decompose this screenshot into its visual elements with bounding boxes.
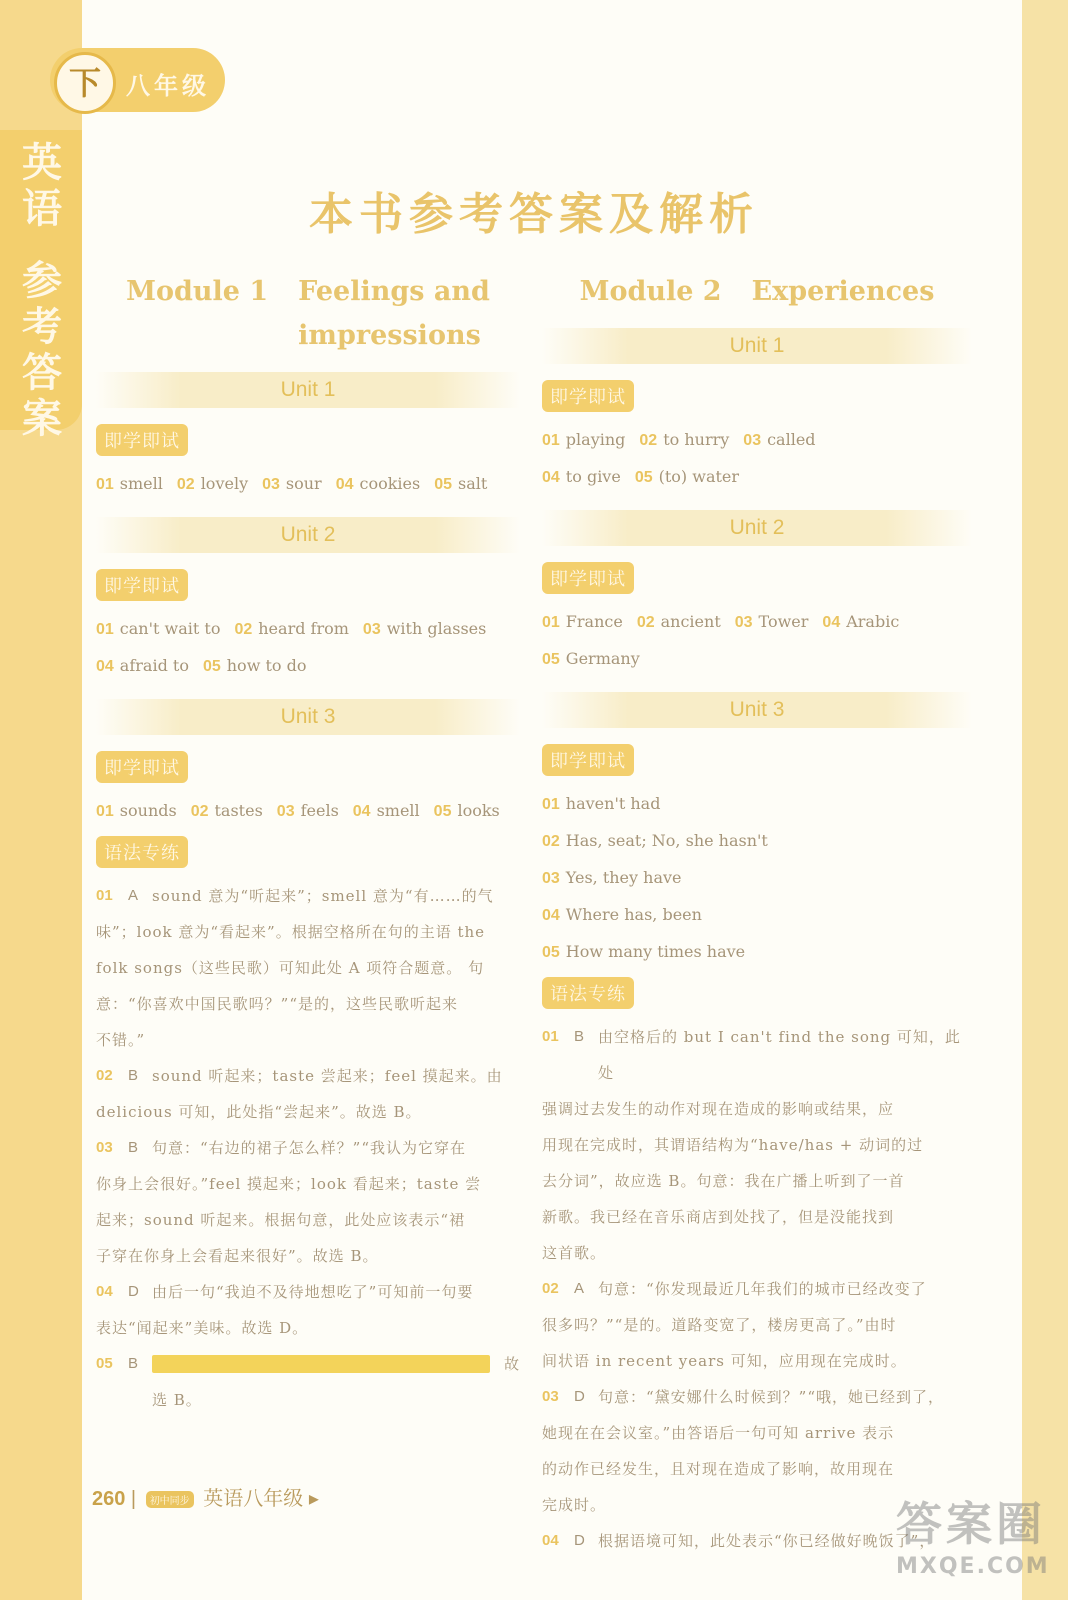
item-number: 05 <box>202 658 221 675</box>
vertical-char: 参 <box>22 258 62 304</box>
module-1-label: Module 1 <box>126 276 269 307</box>
item-number: 04 <box>542 1532 559 1549</box>
vertical-char: 语 <box>22 186 62 232</box>
grammar-answers <box>96 878 520 1418</box>
explanation-line: 不错。” <box>96 1031 146 1049</box>
grammar-item <box>542 1271 972 1379</box>
item-number: 03 <box>542 1388 559 1405</box>
explanation-line: 句意：“右边的裙子怎么样？”“我认为它穿在 <box>152 1139 467 1157</box>
explanation-line: 由后一句“我迫不及待地想吃了”可知前一句要 <box>152 1283 474 1301</box>
item-choice: D <box>128 1283 139 1300</box>
item-answer: haven't had <box>565 794 661 813</box>
grammar-item <box>96 1058 520 1130</box>
item-answer: feels <box>300 801 339 820</box>
practice-tag: 即学即试 <box>96 569 188 601</box>
module-2-title: Experiences <box>751 276 935 307</box>
unit-1-header: Unit 1 <box>96 372 520 408</box>
practice-tag: 即学即试 <box>542 380 634 412</box>
item-number: 05 <box>542 651 560 668</box>
explanation-line: 新歌。我已经在音乐商店到处找了，但是没能找到 <box>542 1208 895 1226</box>
item-number: 03 <box>542 870 560 887</box>
item-answer: Tower <box>758 612 809 631</box>
item-number: 03 <box>262 476 280 493</box>
practice-tag: 即学即试 <box>542 744 634 776</box>
explanation-line: 起来；sound 听起来。根据句意，此处应该表示“裙 <box>96 1211 466 1229</box>
item-choice: B <box>128 1139 139 1156</box>
item-number: 05 <box>434 476 453 493</box>
item-number: 04 <box>352 803 371 820</box>
answer-line <box>542 422 972 459</box>
item-answer: afraid to <box>119 656 189 675</box>
explanation-tail: 故 <box>503 1355 520 1373</box>
explanation-line: sound 意为“听起来”；smell 意为“有……的气 <box>152 887 494 905</box>
explanation-line: 意：“你喜欢中国民歌吗？”“是的，这些民歌听起来 <box>96 995 459 1013</box>
item-number: 02 <box>542 1280 559 1297</box>
item-number: 01 <box>542 432 560 449</box>
unit-3-header: Unit 3 <box>96 699 520 735</box>
footer: 260 | 初中同步 英语八年级 ▸ <box>92 1488 319 1510</box>
page-title: 本书参考答案及解析 <box>309 189 759 240</box>
item-choice: A <box>574 1280 585 1297</box>
unit-1-header: Unit 1 <box>542 328 972 364</box>
item-number: 05 <box>433 803 452 820</box>
grammar-item <box>542 1019 972 1271</box>
item-answer: smell <box>119 474 163 493</box>
answer-line <box>542 641 972 678</box>
unit-2-header: Unit 2 <box>96 517 520 553</box>
item-answer: lovely <box>200 474 249 493</box>
item-number: 01 <box>542 1028 559 1045</box>
item-answer: (to) water <box>658 467 740 486</box>
item-answer: playing <box>565 430 626 449</box>
answer-line <box>542 786 972 823</box>
footer-text: 英语八年级 <box>203 1488 304 1510</box>
explanation-line: 你身上会很好。”feel 摸起来；look 看起来；taste 尝 <box>96 1175 482 1193</box>
item-answer: smell <box>376 801 420 820</box>
item-choice: B <box>574 1028 585 1045</box>
item-number: 04 <box>335 476 354 493</box>
explanation-line: 句意：“黛安娜什么时候到？”“哦，她已经到了， <box>598 1388 945 1406</box>
item-number: 04 <box>822 614 841 631</box>
item-answer: called <box>767 430 816 449</box>
item-number: 02 <box>542 833 560 850</box>
item-answer: sour <box>285 474 322 493</box>
item-choice: A <box>128 887 139 904</box>
explanation-line: folk songs（这些民歌）可知此处 A 项符合题意。 句 <box>96 959 485 977</box>
module-2-header <box>542 270 972 314</box>
answer-line <box>542 823 972 860</box>
module-1-title <box>298 270 490 358</box>
explanation-line: 完成时。 <box>542 1496 607 1514</box>
item-number: 03 <box>734 614 753 631</box>
item-number: 02 <box>234 621 253 638</box>
grammar-item <box>96 1130 520 1274</box>
module-2-label: Module 2 <box>579 276 722 307</box>
item-number: 02 <box>636 614 655 631</box>
item-number: 04 <box>96 658 114 675</box>
grammar-tag: 语法专练 <box>542 977 634 1009</box>
explanation-line: 用现在完成时，其谓语结构为“have/has + 动词的过 <box>542 1136 924 1154</box>
item-answer: Where has, been <box>565 905 702 924</box>
explanation-line: sound 听起来；taste 尝起来；feel 摸起来。由 <box>152 1067 503 1085</box>
grade-circle: 下 <box>54 52 116 114</box>
item-number: 02 <box>639 432 658 449</box>
item-choice: D <box>574 1532 585 1549</box>
explanation-line: delicious 可知，此处指“尝起来”。故选 B。 <box>96 1103 422 1121</box>
explanation-line: 很多吗？”“是的。道路变宽了，楼房更高了。”由时 <box>542 1316 897 1334</box>
left-column <box>96 270 520 1418</box>
explanation-line: 这首歌。 <box>542 1244 607 1262</box>
vertical-char: 答 <box>22 350 62 396</box>
unit-3-answers <box>542 786 972 971</box>
watermark <box>896 1488 1050 1579</box>
item-answer: to hurry <box>663 430 730 449</box>
vertical-label <box>20 258 64 442</box>
item-answer: cookies <box>359 474 421 493</box>
explanation-line: 味”；look 意为“看起来”。根据空格所在句的主语 the <box>96 923 486 941</box>
watermark-logo: 答案圈 <box>896 1497 1046 1551</box>
item-choice: B <box>128 1067 139 1084</box>
item-number: 02 <box>190 803 209 820</box>
explanation-line: 选 B。 <box>152 1391 202 1409</box>
item-number: 01 <box>96 803 114 820</box>
page-number: 260 <box>92 1488 126 1510</box>
item-answer: how to do <box>226 656 307 675</box>
explanation-line: 由空格后的 but I can't find the song 可知，此处 <box>598 1028 961 1082</box>
item-answer: France <box>565 612 623 631</box>
item-answer: looks <box>457 801 500 820</box>
item-answer: Germany <box>565 649 640 668</box>
item-number: 01 <box>542 796 560 813</box>
answer-line <box>96 611 520 648</box>
item-number: 05 <box>542 944 560 961</box>
vertical-char: 英 <box>22 140 62 186</box>
answer-line <box>542 860 972 897</box>
practice-tag: 即学即试 <box>96 751 188 783</box>
item-number: 02 <box>176 476 195 493</box>
item-number: 05 <box>96 1355 113 1372</box>
explanation-line: 去分词”，故应选 B。句意：我在广播上听到了一首 <box>542 1172 905 1190</box>
module-1-header <box>96 270 520 358</box>
answer-line <box>542 934 972 971</box>
item-answer: to give <box>565 467 621 486</box>
item-answer: Arabic <box>846 612 900 631</box>
grammar-answers <box>542 1019 972 1559</box>
item-number: 01 <box>96 887 113 904</box>
item-explanation <box>152 1346 520 1418</box>
explanation-line: 的动作已经发生，且对现在造成了影响，故用现在 <box>542 1460 895 1478</box>
right-column <box>542 270 972 1559</box>
item-answer: ancient <box>660 612 721 631</box>
item-number: 01 <box>96 476 114 493</box>
explanation-line: 她现在在会议室。”由答语后一句可知 arrive 表示 <box>542 1424 895 1442</box>
item-answer: tastes <box>214 801 263 820</box>
item-number: 01 <box>542 614 560 631</box>
practice-tag: 即学即试 <box>96 424 188 456</box>
answer-line <box>542 459 972 496</box>
item-number: 04 <box>542 907 560 924</box>
explanation-line: 表达“闻起来”美味。故选 D。 <box>96 1319 309 1337</box>
explanation-line: 子穿在你身上会看起来很好”。故选 B。 <box>96 1247 379 1265</box>
item-number: 03 <box>362 621 381 638</box>
explanation-line: 强调过去发生的动作对现在造成的影响或结果，应 <box>542 1100 895 1118</box>
item-number: 01 <box>96 621 114 638</box>
item-number: 05 <box>634 469 653 486</box>
item-answer: How many times have <box>565 942 746 961</box>
item-number: 04 <box>96 1283 113 1300</box>
answer-line <box>542 604 972 641</box>
module-1-title-line2: impressions <box>298 320 481 351</box>
answer-line <box>96 648 520 685</box>
grade-label: 八年级 <box>126 72 210 100</box>
arrow-icon: ▸ <box>308 1488 319 1510</box>
explanation-line <box>152 1346 520 1382</box>
item-number: 03 <box>743 432 762 449</box>
item-choice: D <box>574 1388 585 1405</box>
item-number: 03 <box>96 1139 113 1156</box>
item-answer: Yes, they have <box>565 868 682 887</box>
unit-2-header: Unit 2 <box>542 510 972 546</box>
item-answer: salt <box>458 474 488 493</box>
item-answer: Has, seat; No, she hasn't <box>565 831 768 850</box>
highlighter-mark <box>152 1355 490 1373</box>
answer-line <box>96 466 520 503</box>
item-answer: sounds <box>119 801 177 820</box>
module-1-title-line1: Feelings and <box>298 276 490 307</box>
answer-line <box>542 897 972 934</box>
explanation-line: 句意：“你发现最近几年我们的城市已经改变了 <box>598 1280 927 1298</box>
answer-line <box>96 793 520 830</box>
item-answer: heard from <box>258 619 349 638</box>
item-number: 02 <box>96 1067 113 1084</box>
grammar-item <box>96 878 520 1058</box>
vertical-char: 案 <box>22 396 62 442</box>
series-badge: 初中同步 <box>146 1491 194 1508</box>
item-answer: can't wait to <box>119 619 221 638</box>
practice-tag: 即学即试 <box>542 562 634 594</box>
explanation-line: 根据语境可知，此处表示“你已经做好晚饭了”， <box>598 1532 936 1550</box>
watermark-url: MXQE.COM <box>896 1554 1050 1579</box>
vertical-char: 考 <box>22 304 62 350</box>
grammar-tag: 语法专练 <box>96 836 188 868</box>
unit-3-header: Unit 3 <box>542 692 972 728</box>
item-choice: B <box>128 1355 139 1372</box>
item-number: 04 <box>542 469 560 486</box>
grammar-item <box>96 1274 520 1346</box>
grammar-item <box>96 1346 520 1418</box>
item-answer: with glasses <box>386 619 487 638</box>
item-number: 03 <box>276 803 295 820</box>
explanation-line: 间状语 in recent years 可知，应用现在完成时。 <box>542 1352 907 1370</box>
